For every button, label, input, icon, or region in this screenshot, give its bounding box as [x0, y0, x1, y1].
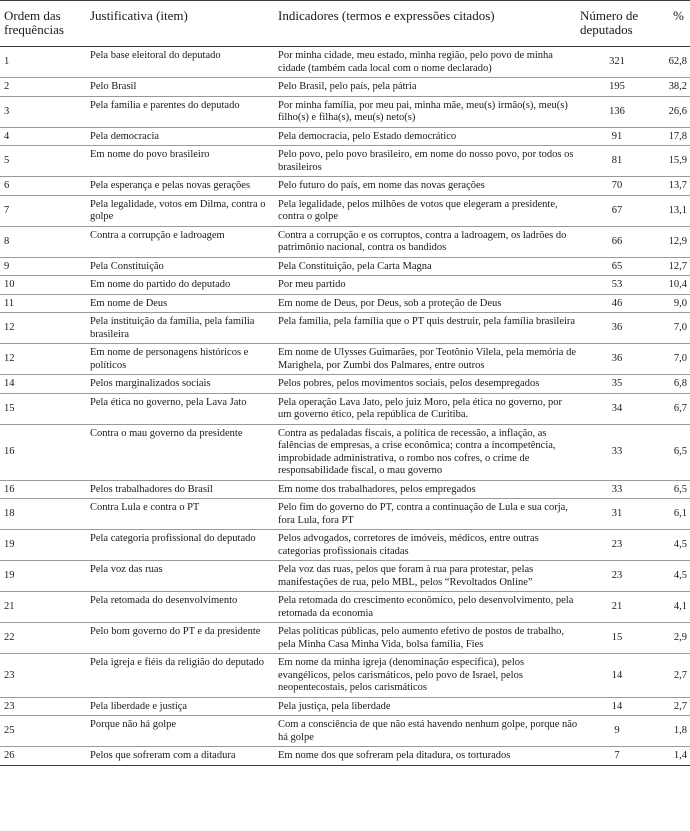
cell-deputados: 33 [580, 480, 656, 499]
cell-indicadores: Por meu partido [274, 276, 580, 295]
cell-ordem: 19 [0, 530, 86, 561]
cell-deputados: 66 [580, 226, 656, 257]
cell-deputados: 321 [580, 47, 656, 78]
cell-percent: 4,1 [656, 592, 690, 623]
cell-justificativa: Pela categoria profissional do deputado [86, 530, 274, 561]
cell-percent: 1,4 [656, 747, 690, 766]
cell-indicadores: Pela legalidade, pelos milhões de votos que elegeram a presidente, contra o golpe [274, 195, 580, 226]
table-row [0, 592, 690, 623]
cell-ordem: 21 [0, 592, 86, 623]
cell-ordem: 16 [0, 480, 86, 499]
table-row [0, 375, 690, 394]
cell-justificativa: Em nome de personagens históricos e políticos [86, 344, 274, 375]
header-percent: % [656, 1, 690, 47]
cell-indicadores: Pela justiça, pela liberdade [274, 697, 580, 716]
table-row [0, 654, 690, 698]
cell-percent: 4,5 [656, 561, 690, 592]
table-row [0, 195, 690, 226]
table-row [0, 78, 690, 97]
table-row [0, 47, 690, 78]
cell-deputados: 21 [580, 592, 656, 623]
table-row [0, 424, 690, 480]
table-row [0, 146, 690, 177]
cell-percent: 38,2 [656, 78, 690, 97]
table-row [0, 276, 690, 295]
cell-ordem: 9 [0, 257, 86, 276]
cell-percent: 9,0 [656, 294, 690, 313]
cell-justificativa: Pela base eleitoral do deputado [86, 47, 274, 78]
cell-percent: 13,7 [656, 177, 690, 196]
cell-justificativa: Pela instituição da família, pela família brasileira [86, 313, 274, 344]
table-row [0, 530, 690, 561]
cell-deputados: 23 [580, 530, 656, 561]
cell-percent: 7,0 [656, 344, 690, 375]
cell-indicadores: Pelo fim do governo do PT, contra a continuação de Lula e sua corja, fora Lula, fora PT [274, 499, 580, 530]
table-row [0, 96, 690, 127]
header-row [0, 1, 690, 47]
cell-justificativa: Em nome de Deus [86, 294, 274, 313]
cell-justificativa: Pela democracia [86, 127, 274, 146]
cell-ordem: 6 [0, 177, 86, 196]
cell-deputados: 36 [580, 344, 656, 375]
cell-ordem: 8 [0, 226, 86, 257]
cell-deputados: 33 [580, 424, 656, 480]
cell-indicadores: Contra a corrupção e os corruptos, contra a ladroagem, os ladrões do patrimônio nacional, contra os bandidos [274, 226, 580, 257]
cell-justificativa: Pela igreja e fiéis da religião do deputado [86, 654, 274, 698]
cell-indicadores: Em nome dos trabalhadores, pelos empregados [274, 480, 580, 499]
table-row [0, 697, 690, 716]
cell-indicadores: Em nome de Deus, por Deus, sob a proteção de Deus [274, 294, 580, 313]
cell-indicadores: Pelas políticas públicas, pelo aumento efetivo de postos de trabalho, pela Minha Casa Minha Vida, bolsa família, Fies [274, 623, 580, 654]
table-row [0, 561, 690, 592]
cell-percent: 2,9 [656, 623, 690, 654]
cell-deputados: 9 [580, 716, 656, 747]
cell-deputados: 65 [580, 257, 656, 276]
cell-ordem: 26 [0, 747, 86, 766]
table-row [0, 313, 690, 344]
header-justificativa: Justificativa (item) [86, 1, 274, 47]
cell-ordem: 15 [0, 393, 86, 424]
header-ordem: Ordem das frequências [0, 1, 86, 47]
cell-indicadores: Contra as pedaladas fiscais, a política de recessão, a inflação, as falências de empresas, a crise econômica; contra a incompetência, improbidade administrativa, o rombo nos cofres, o crime de responsabilidade fiscal, o mau governo [274, 424, 580, 480]
cell-deputados: 53 [580, 276, 656, 295]
cell-percent: 62,8 [656, 47, 690, 78]
cell-indicadores: Pela voz das ruas, pelos que foram à rua para protestar, pelas manifestações de rua, pelo MBL, pelos “Revoltados Online” [274, 561, 580, 592]
cell-indicadores: Pela família, pela família que o PT quis destruir, pela família brasileira [274, 313, 580, 344]
table-row [0, 177, 690, 196]
cell-percent: 15,9 [656, 146, 690, 177]
cell-deputados: 136 [580, 96, 656, 127]
table-row [0, 127, 690, 146]
cell-ordem: 7 [0, 195, 86, 226]
cell-indicadores: Pelos advogados, corretores de imóveis, médicos, entre outras categorias profissionais citadas [274, 530, 580, 561]
table-body [0, 47, 690, 766]
cell-justificativa: Pelo bom governo do PT e da presidente [86, 623, 274, 654]
cell-justificativa: Pela retomada do desenvolvimento [86, 592, 274, 623]
cell-percent: 26,6 [656, 96, 690, 127]
cell-percent: 12,7 [656, 257, 690, 276]
cell-percent: 7,0 [656, 313, 690, 344]
cell-justificativa: Pela família e parentes do deputado [86, 96, 274, 127]
cell-ordem: 18 [0, 499, 86, 530]
cell-indicadores: Em nome de Ulysses Guimarães, por Teotônio Vilela, pela memória de Marighela, por Zumbi dos Palmares, entre outros [274, 344, 580, 375]
cell-ordem: 23 [0, 697, 86, 716]
cell-deputados: 67 [580, 195, 656, 226]
cell-indicadores: Em nome da minha igreja (denominação específica), pelos evangélicos, pelos carismáticos, pelo povo de Israel, pelos neopentecostais, pelos carismáticos [274, 654, 580, 698]
cell-indicadores: Pelo povo, pelo povo brasileiro, em nome do nosso povo, por todos os brasileiros [274, 146, 580, 177]
cell-ordem: 25 [0, 716, 86, 747]
cell-justificativa: Em nome do partido do deputado [86, 276, 274, 295]
cell-ordem: 3 [0, 96, 86, 127]
cell-justificativa: Contra Lula e contra o PT [86, 499, 274, 530]
cell-deputados: 7 [580, 747, 656, 766]
cell-deputados: 14 [580, 654, 656, 698]
cell-justificativa: Pelos trabalhadores do Brasil [86, 480, 274, 499]
cell-percent: 13,1 [656, 195, 690, 226]
table-row [0, 344, 690, 375]
cell-justificativa: Pela voz das ruas [86, 561, 274, 592]
cell-percent: 2,7 [656, 697, 690, 716]
cell-justificativa: Contra o mau governo da presidente [86, 424, 274, 480]
cell-deputados: 35 [580, 375, 656, 394]
cell-indicadores: Com a consciência de que não está havendo nenhum golpe, porque não há golpe [274, 716, 580, 747]
cell-ordem: 14 [0, 375, 86, 394]
cell-percent: 6,5 [656, 480, 690, 499]
cell-ordem: 4 [0, 127, 86, 146]
cell-indicadores: Pela democracia, pelo Estado democrático [274, 127, 580, 146]
cell-indicadores: Pela retomada do crescimento econômico, pelo desenvolvimento, pela retomada da economia [274, 592, 580, 623]
cell-justificativa: Pelo Brasil [86, 78, 274, 97]
cell-ordem: 22 [0, 623, 86, 654]
table-header [0, 1, 690, 47]
cell-ordem: 10 [0, 276, 86, 295]
cell-indicadores: Por minha cidade, meu estado, minha região, pelo povo de minha cidade (também cada local com o nome declarado) [274, 47, 580, 78]
table-row [0, 623, 690, 654]
cell-justificativa: Pela legalidade, votos em Dilma, contra o golpe [86, 195, 274, 226]
cell-percent: 10,4 [656, 276, 690, 295]
header-indicadores: Indicadores (termos e expressões citados) [274, 1, 580, 47]
cell-deputados: 14 [580, 697, 656, 716]
header-deputados: Número de deputados [580, 1, 656, 47]
cell-indicadores: Pela Constituição, pela Carta Magna [274, 257, 580, 276]
cell-percent: 6,8 [656, 375, 690, 394]
table-row [0, 226, 690, 257]
cell-percent: 6,5 [656, 424, 690, 480]
cell-justificativa: Pela Constituição [86, 257, 274, 276]
table-row [0, 716, 690, 747]
cell-justificativa: Contra a corrupção e ladroagem [86, 226, 274, 257]
cell-deputados: 23 [580, 561, 656, 592]
cell-ordem: 12 [0, 313, 86, 344]
cell-justificativa: Pela ética no governo, pela Lava Jato [86, 393, 274, 424]
cell-indicadores: Pelo futuro do país, em nome das novas gerações [274, 177, 580, 196]
cell-percent: 1,8 [656, 716, 690, 747]
cell-deputados: 81 [580, 146, 656, 177]
table-row [0, 393, 690, 424]
table-row [0, 499, 690, 530]
table-row [0, 480, 690, 499]
cell-ordem: 11 [0, 294, 86, 313]
cell-deputados: 195 [580, 78, 656, 97]
cell-justificativa: Em nome do povo brasileiro [86, 146, 274, 177]
cell-deputados: 46 [580, 294, 656, 313]
cell-percent: 6,7 [656, 393, 690, 424]
table-row [0, 294, 690, 313]
cell-justificativa: Porque não há golpe [86, 716, 274, 747]
cell-deputados: 34 [580, 393, 656, 424]
cell-ordem: 12 [0, 344, 86, 375]
cell-ordem: 19 [0, 561, 86, 592]
cell-percent: 4,5 [656, 530, 690, 561]
cell-ordem: 5 [0, 146, 86, 177]
cell-justificativa: Pelos que sofreram com a ditadura [86, 747, 274, 766]
cell-deputados: 70 [580, 177, 656, 196]
cell-justificativa: Pela liberdade e justiça [86, 697, 274, 716]
table-row [0, 747, 690, 766]
table-row [0, 257, 690, 276]
cell-percent: 6,1 [656, 499, 690, 530]
cell-justificativa: Pelos marginalizados sociais [86, 375, 274, 394]
cell-indicadores: Em nome dos que sofreram pela ditadura, os torturados [274, 747, 580, 766]
cell-indicadores: Pelo Brasil, pelo país, pela pátria [274, 78, 580, 97]
cell-ordem: 16 [0, 424, 86, 480]
cell-ordem: 23 [0, 654, 86, 698]
cell-deputados: 36 [580, 313, 656, 344]
cell-ordem: 1 [0, 47, 86, 78]
cell-indicadores: Pelos pobres, pelos movimentos sociais, pelos desempregados [274, 375, 580, 394]
cell-justificativa: Pela esperança e pelas novas gerações [86, 177, 274, 196]
cell-percent: 12,9 [656, 226, 690, 257]
cell-deputados: 15 [580, 623, 656, 654]
cell-indicadores: Por minha família, por meu pai, minha mãe, meu(s) irmão(s), meu(s) filho(s) e filha(s), meu(s) neto(s) [274, 96, 580, 127]
cell-percent: 2,7 [656, 654, 690, 698]
cell-ordem: 2 [0, 78, 86, 97]
cell-deputados: 91 [580, 127, 656, 146]
cell-percent: 17,8 [656, 127, 690, 146]
cell-indicadores: Pela operação Lava Jato, pelo juiz Moro, pela ética no governo, por um governo ético, pela república de Curitiba. [274, 393, 580, 424]
cell-deputados: 31 [580, 499, 656, 530]
